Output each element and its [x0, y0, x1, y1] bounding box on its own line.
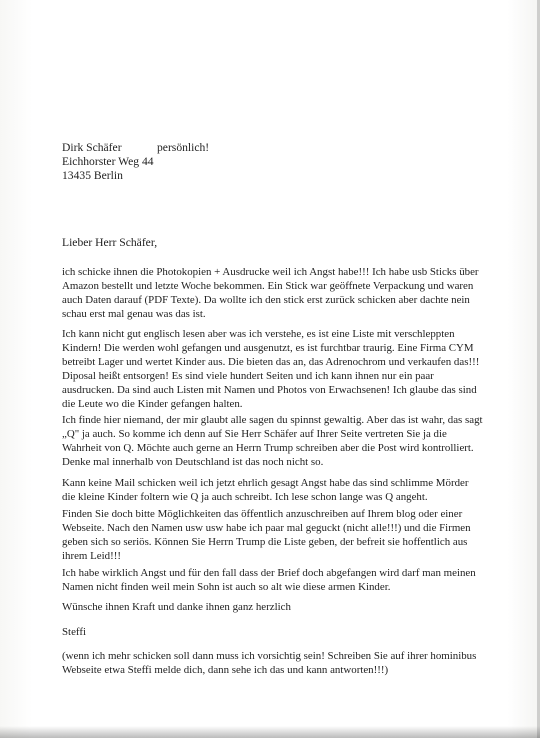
personal-note: persönlich! [157, 141, 210, 154]
scan-bottom-shadow [0, 726, 540, 738]
recipient-street: Eichhorster Weg 44 [62, 155, 154, 168]
paragraph-4: Kann keine Mail schicken weil ich jetzt ehrlich gesagt Angst habe das sind schlimme Mörder die kleine Kinder foltern wie Q ja auch schreibt. Ich lese schon lange was Q angeht. [62, 477, 469, 503]
recipient-city: 13435 Berlin [62, 169, 123, 182]
paragraph-6: Ich habe wirklich Angst und für den fall dass der Brief doch abgefangen wird darf man meinen Namen nicht finden weil mein Sohn ist auch so alt wie diese armen Kinder. [62, 567, 476, 593]
paragraph-1: ich schicke ihnen die Photokopien + Ausdrucke weil ich Angst habe!!! Ich habe usb Sticks über Amazon bestellt und letzte Woche bekommen. Ein Stick war geöffnete Verpackung und waren auch Daten darauf (PDF Texte). Da wollte ich den stick erst zurück schicken aber dachte nein schau erst mal genau was das ist. [62, 266, 479, 320]
signature-name: Steffi [62, 626, 86, 638]
paragraph-5: Finden Sie doch bitte Möglichkeiten das öffentlich anzuschreiben auf Ihrem blog oder einer Webseite. Nach den Namen usw usw habe ich paar mal geguckt (nicht alle!!!) und die Firmen geben sich so seriös. Können Sie Herrn Trump die Liste geben, der befreit sie hoffentlich aus ihrem Leid!!! [62, 508, 471, 562]
salutation: Lieber Herr Schäfer, [62, 236, 158, 249]
paragraph-2: Ich kann nicht gut englisch lesen aber was ich verstehe, es ist eine Liste mit verschleppten Kindern! Die werden wohl gefangen und ausgenutzt, es ist furchtbar traurig. Eine Firma CYM betreibt Lager und wertet Kinder aus. Die bieten das an, das Adrenochrom und verkaufen das!!! Diposal heißt entsorgen! Es sind viele hundert Seiten und ich kann ihnen nur ein paar ausdrucken. Da sind auch Listen mit Namen und Photos von Erwachsenen! Ich glaube das sind die Leute wo die Kinder gefangen halten. [62, 328, 480, 410]
closing-line: Wünsche ihnen Kraft und danke ihnen ganz herzlich [62, 601, 291, 613]
postscript: (wenn ich mehr schicken soll dann muss ich vorsichtig sein! Schreiben Sie auf ihrer hominibus Webseite etwa Steffi melde dich, dann sehe ich das und kann antworten!!!) [62, 650, 477, 676]
paragraph-3: Ich finde hier niemand, der mir glaubt alle sagen du spinnst gewaltig. Aber das ist wahr, das sagt „Q" ja auch. So komme ich denn auf Sie Herr Schäfer auf Ihrer Seite vertreten Sie ja die Wahrheit von Q. Möchte auch gerne an Herrn Trump schreiben aber die Post wird kontrolliert. Denke mal innerhalb von Deutschland ist das noch nicht so. [62, 414, 483, 468]
recipient-name: Dirk Schäfer [62, 141, 122, 154]
